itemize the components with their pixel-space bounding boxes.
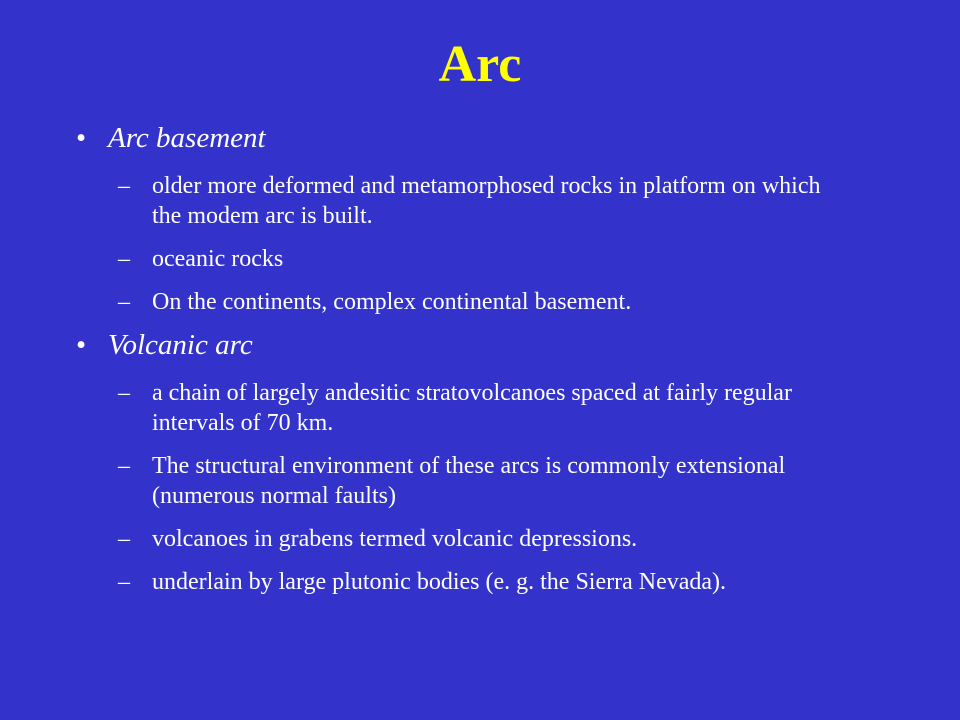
dash-marker: –: [118, 380, 130, 406]
sub-bullet: [76, 451, 846, 511]
slide-title: Arc: [438, 36, 522, 93]
dash-marker: –: [118, 453, 130, 479]
sub-bullet: [76, 524, 846, 554]
sub-bullet-text: The structural environment of these arcs is commonly extensional (numerous normal faults): [152, 453, 786, 509]
bullet-marker: •: [76, 329, 87, 361]
dash-marker: –: [118, 569, 130, 595]
bullet-arc-basement: [76, 118, 846, 158]
bullet-heading: Arc basement: [108, 122, 266, 154]
bullet-volcanic-arc: [76, 325, 846, 365]
sub-bullet: [76, 287, 846, 317]
dash-marker: –: [118, 289, 130, 315]
sub-bullet-text: On the continents, complex continental basement.: [152, 289, 632, 315]
sub-bullet-text: older more deformed and metamorphosed rocks in platform on which the modem arc is built.: [152, 173, 821, 229]
sub-bullet-text: underlain by large plutonic bodies (e. g. the Sierra Nevada).: [152, 569, 727, 595]
sub-bullet-text: a chain of largely andesitic stratovolcanoes spaced at fairly regular intervals of 70 km.: [152, 380, 792, 436]
dash-marker: –: [118, 526, 130, 552]
dash-marker: –: [118, 246, 130, 272]
bullet-marker: •: [76, 122, 87, 154]
sub-bullet: [76, 244, 846, 274]
slide-body: [76, 118, 846, 597]
sub-bullet-text: oceanic rocks: [152, 246, 284, 272]
sub-bullet: [76, 567, 846, 597]
sub-bullet-text: volcanoes in grabens termed volcanic depressions.: [152, 526, 638, 552]
bullet-heading: Volcanic arc: [108, 329, 253, 361]
sub-bullet: [76, 171, 846, 231]
sub-bullet: [76, 378, 846, 438]
dash-marker: –: [118, 173, 130, 199]
